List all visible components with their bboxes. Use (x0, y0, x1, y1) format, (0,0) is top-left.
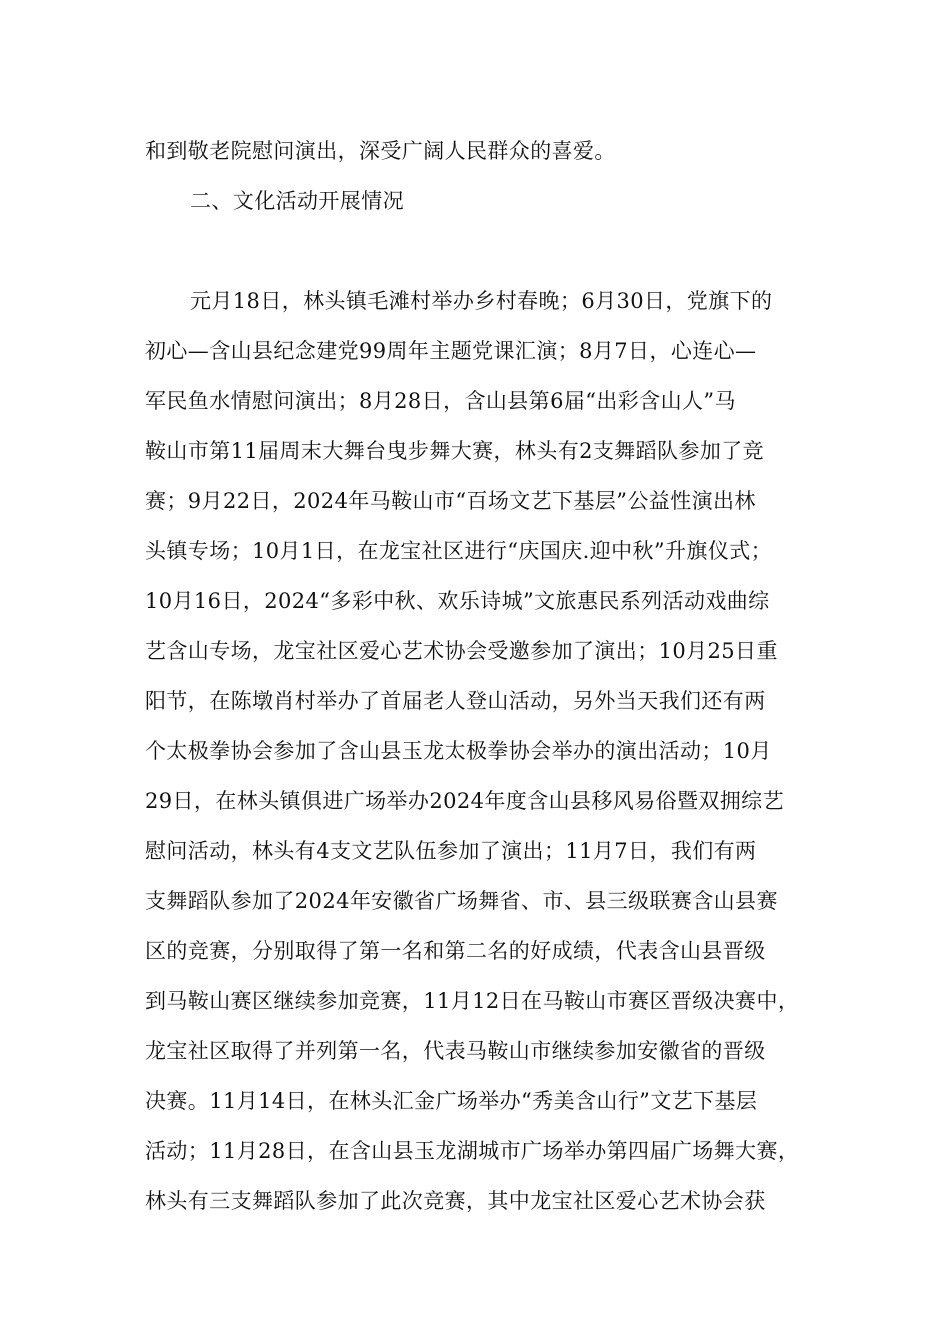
paragraph-line: 龙宝社区取得了并列第一名，代表马鞍山市继续参加安徽省的晋级 (145, 1039, 766, 1063)
paragraph-line: 决赛。11月14日，在林头汇金广场举办“秀美含山行”文艺下基层 (145, 1089, 758, 1113)
paragraph-line: 初心—含山县纪念建党99周年主题党课汇演；8月7日，心连心— (145, 339, 757, 363)
paragraph-line: 赛；9月22日，2024年马鞍山市“百场文艺下基层”公益性演出林 (145, 489, 756, 513)
paragraph-line: 活动；11月28日，在含山县玉龙湖城市广场举办第四届广场舞大赛， (145, 1139, 800, 1163)
paragraph-line: 到马鞍山赛区继续参加竞赛，11月12日在马鞍山市赛区晋级决赛中， (145, 989, 800, 1013)
paragraph-line: 军民鱼水情慰问演出；8月28日，含山县第6届“出彩含山人”马 (145, 389, 736, 413)
paragraph-line: 10月16日，2024“多彩中秋、欢乐诗城”文旅惠民系列活动戏曲综 (145, 589, 770, 613)
paragraph-line: 慰问活动，林头有4支文艺队伍参加了演出；11月7日，我们有两 (145, 839, 757, 863)
paragraph-line: 元月18日，林头镇毛滩村举办乡村春晚；6月30日，党旗下的 (190, 289, 773, 313)
paragraph-line: 艺含山专场，龙宝社区爱心艺术协会受邀参加了演出；10月25日重 (145, 639, 778, 663)
paragraph-line: 个太极拳协会参加了含山县玉龙太极拳协会举办的演出活动；10月 (145, 739, 772, 763)
paragraph-line: 鞍山市第11届周末大舞台曳步舞大赛，林头有2支舞蹈队参加了竞 (145, 439, 765, 463)
section-heading: 二、文化活动开展情况 (190, 189, 404, 213)
paragraph-line: 29日，在林头镇俱进广场举办2024年度含山县移风易俗暨双拥综艺 (145, 789, 784, 813)
paragraph-line: 林头有三支舞蹈队参加了此次竞赛，其中龙宝社区爱心艺术协会获 (145, 1189, 766, 1213)
paragraph-line: 头镇专场；10月1日，在龙宝社区进行“庆国庆.迎中秋”升旗仪式； (145, 539, 773, 563)
paragraph-line: 支舞蹈队参加了2024年安徽省广场舞省、市、县三级联赛含山县赛 (145, 889, 778, 913)
paragraph-line: 区的竞赛，分别取得了第一名和第二名的好成绩，代表含山县晋级 (145, 939, 766, 963)
paragraph-line: 阳节，在陈墩肖村举办了首届老人登山活动，另外当天我们还有两 (145, 689, 766, 713)
intro-line: 和到敬老院慰问演出，深受广阔人民群众的喜爱。 (145, 139, 616, 163)
